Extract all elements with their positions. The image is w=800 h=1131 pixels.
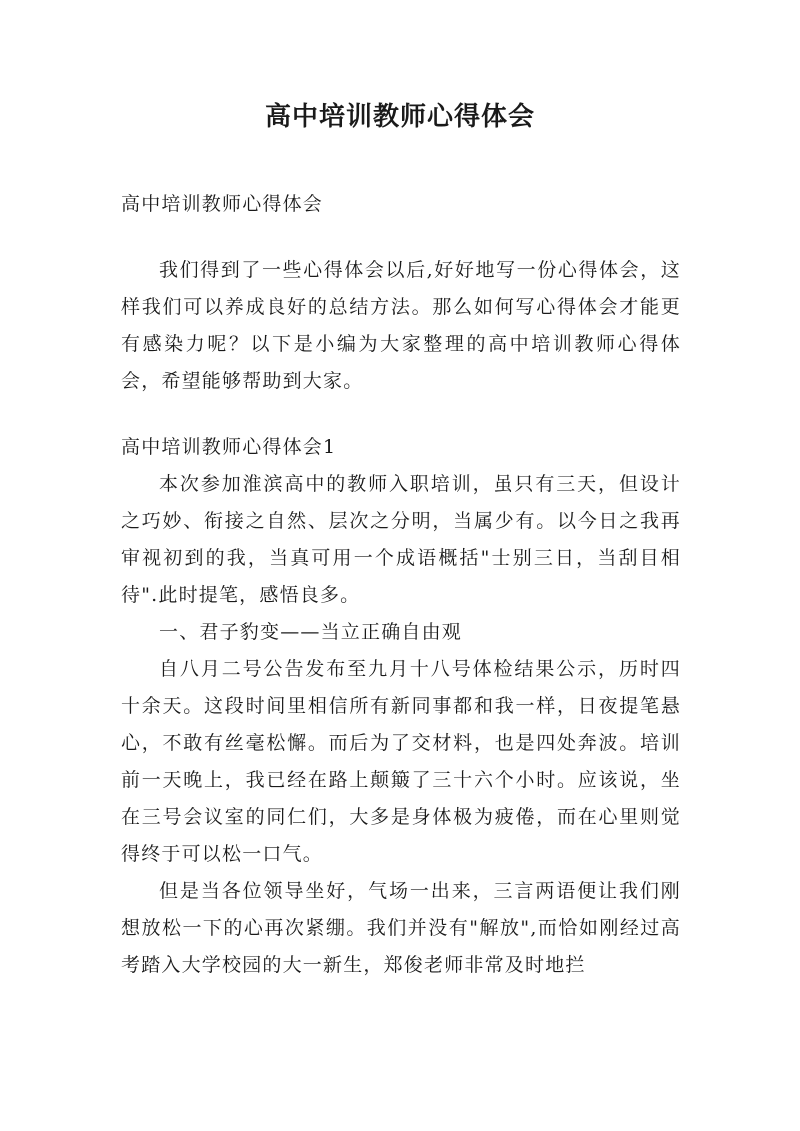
- spacer: [121, 400, 681, 429]
- sub-heading: 一、君子豹变——当立正确自由观: [159, 621, 463, 643]
- body-paragraph: 自八月二号公告发布至九月十八号体检结果公示，历时四十余天。这段时间里相信所有新同事都和我一样，日夜提笔悬心，不敢有丝毫松懈。而后为了交材料，也是四处奔波。培训前一天晚上，我已经在路上颠簸了三十六个小时。应该说，坐在三号会议室的同仁们，大多是身体极为疲倦，而在心里则觉得终于可以松一口气。: [121, 658, 681, 865]
- spacer: [121, 223, 681, 252]
- document-subtitle: 高中培训教师心得体会: [121, 193, 324, 215]
- body-paragraph: 但是当各位领导坐好，气场一出来，三言两语便让我们刚想放松一下的心再次紧绷。我们并没有"解放",而恰如刚经过高考踏入大学校园的大一新生，郑俊老师非常及时地拦: [121, 880, 681, 976]
- intro-paragraph: 我们得到了一些心得体会以后,好好地写一份心得体会，这样我们可以养成良好的总结方法。那么如何写心得体会才能更有感染力呢？以下是小编为大家整理的高中培训教师心得体会，希望能够帮助到大家。: [121, 259, 681, 392]
- document-title: 高中培训教师心得体会: [264, 102, 535, 132]
- document-body: [121, 186, 681, 984]
- section-heading: 高中培训教师心得体会1: [121, 436, 337, 458]
- body-paragraph: 本次参加淮滨高中的教师入职培训，虽只有三天，但设计之巧妙、衔接之自然、层次之分明，当属少有。以今日之我再审视初到的我，当真可用一个成语概括"士别三日，当刮目相待".此时提笔，感悟良多。: [121, 473, 681, 606]
